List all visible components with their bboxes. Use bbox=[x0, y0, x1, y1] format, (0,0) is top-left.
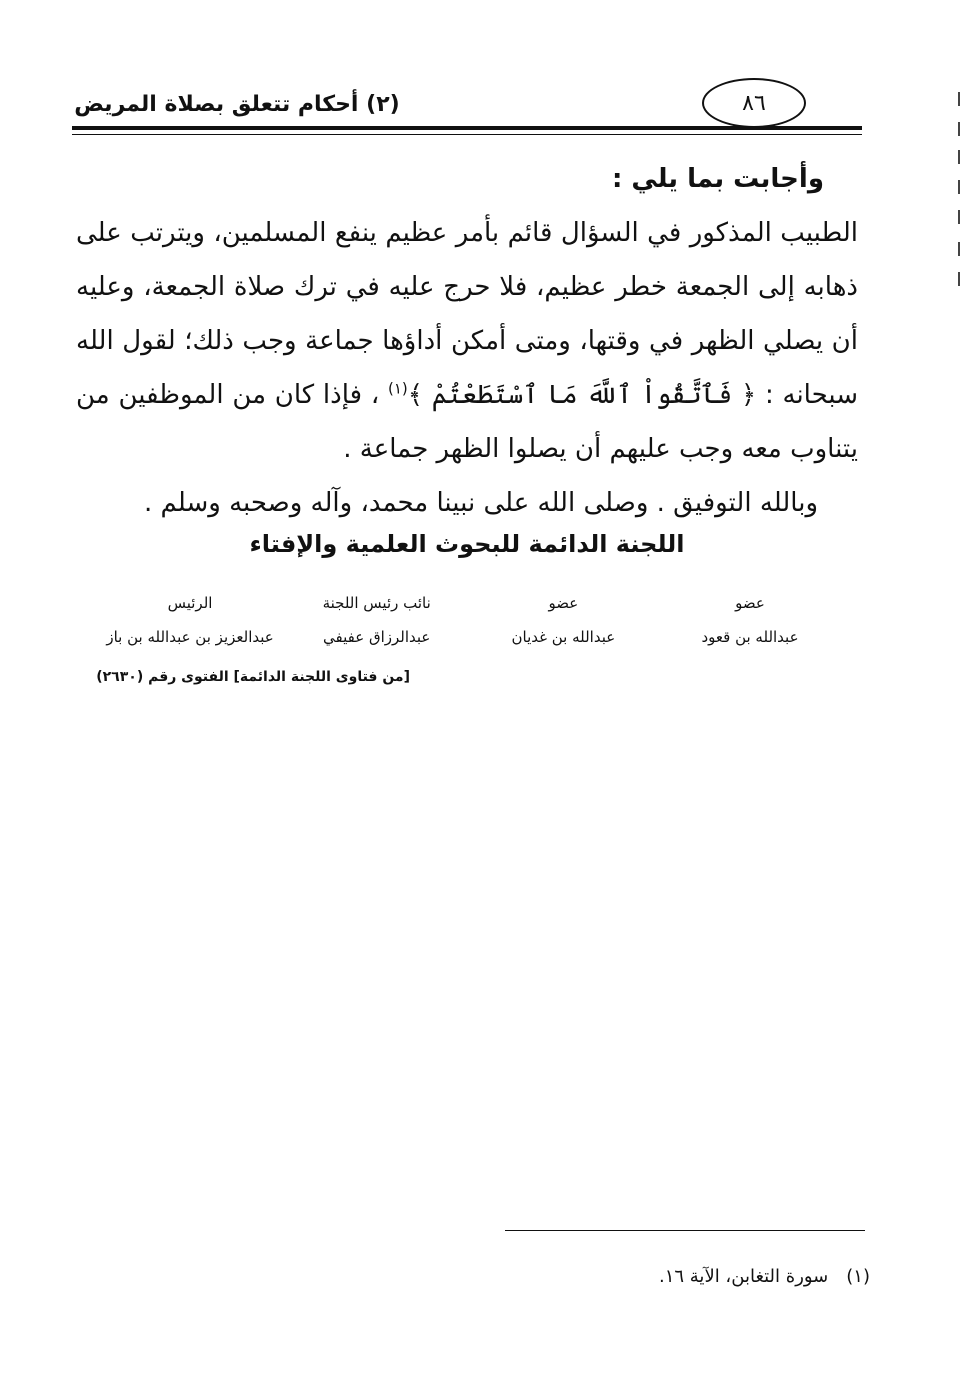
scan-edge-mark bbox=[958, 272, 960, 286]
footnote-marker: (١) bbox=[846, 1266, 870, 1287]
answer-text-continued: ، فإذا كان من الموظفين من يتناوب معه وجب عليهم أن يصلوا الظهر جماعة . bbox=[76, 380, 858, 464]
signatory-chair bbox=[100, 594, 280, 646]
signatory-name: عبدالرزاق عفيفي bbox=[323, 628, 431, 646]
signatory-role: نائب رئيس اللجنة bbox=[322, 594, 431, 612]
signatory-name: عبدالله بن غديان bbox=[511, 628, 616, 646]
answer-intro: وأجابت بما يلي : bbox=[611, 164, 824, 194]
fatwa-answer bbox=[76, 152, 858, 530]
fatwa-source: [من فتاوى اللجنة الدائمة] الفتوى رقم (٢٦٣٠) bbox=[96, 669, 410, 685]
signatories bbox=[100, 594, 840, 646]
scan-edge-mark bbox=[958, 210, 960, 224]
quran-verse: ﴿ فَٱتَّقُواْ ٱللَّهَ مَا ٱسْتَطَعْتُمْ ﴾ bbox=[407, 380, 757, 410]
scan-edge-mark bbox=[958, 180, 960, 194]
signatory-role: عضو bbox=[735, 594, 765, 612]
header-rule-thick bbox=[72, 126, 862, 130]
scan-edge-mark bbox=[958, 150, 960, 164]
closing-line: وبالله التوفيق . وصلى الله على نبينا محمد، وآله وصحبه وسلم . bbox=[144, 488, 818, 518]
footnote-text: سورة التغابن، الآية ١٦. bbox=[658, 1266, 829, 1287]
answer-paragraph bbox=[76, 206, 858, 476]
signatory-role: عضو bbox=[548, 594, 579, 612]
footnote bbox=[505, 1266, 870, 1287]
signatory-name: عبدالعزيز بن عبدالله بن باز bbox=[106, 628, 274, 646]
signatory-vice-chair bbox=[287, 594, 467, 646]
committee-name: اللجنة الدائمة للبحوث العلمية والإفتاء bbox=[249, 530, 685, 558]
page-header bbox=[72, 78, 862, 148]
scan-edge-mark bbox=[958, 242, 960, 256]
signatory-member-2 bbox=[473, 594, 653, 646]
scan-edge-mark bbox=[958, 92, 960, 106]
scan-edge-mark bbox=[958, 122, 960, 136]
header-rule-thin bbox=[72, 134, 862, 135]
running-title: (٢) أحكام تتعلق بصلاة المريض bbox=[74, 92, 400, 117]
answer-text-main: الطبيب المذكور في السؤال قائم بأمر عظيم ينفع المسلمين، ويترتب على ذهابه إلى الجمعة خطر عظيم، فلا حرج عليه في ترك صلاة الجمعة، وعليه أن يصلي الظهر في وقتها، ومتى أمكن أداؤها جماعة وجب ذلك؛ لقول الله سبحانه : bbox=[76, 218, 859, 410]
signatory-member-1 bbox=[660, 594, 840, 646]
footnote-separator bbox=[505, 1230, 865, 1231]
footnote-reference: (١) bbox=[388, 379, 408, 398]
page-number: ٨٦ bbox=[702, 78, 806, 128]
signatory-role: الرئيس bbox=[167, 594, 213, 612]
signatory-name: عبدالله بن قعود bbox=[701, 628, 799, 646]
